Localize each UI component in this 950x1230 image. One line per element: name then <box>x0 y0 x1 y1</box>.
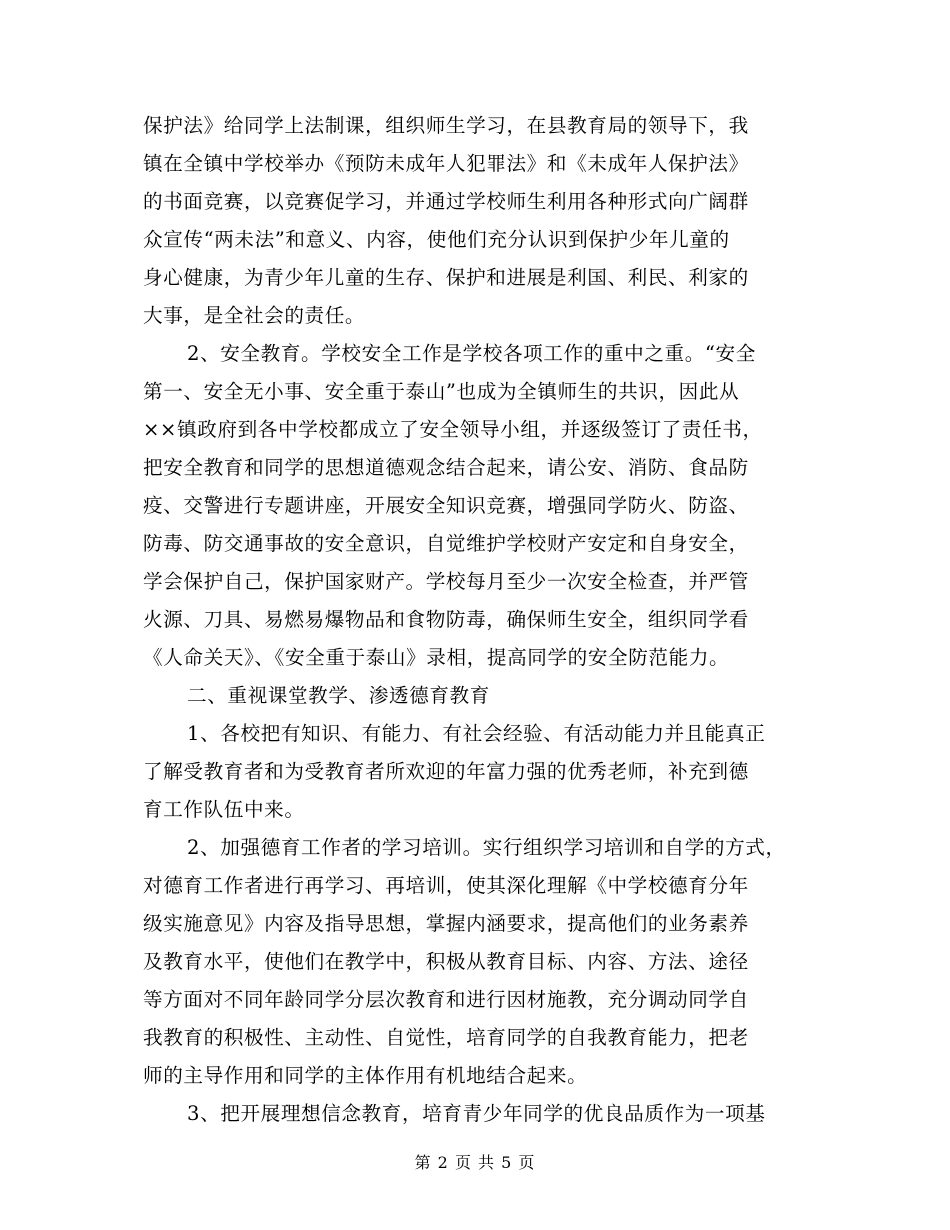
body-text-line: 众宣传“两未法”和意义、内容，使他们充分认识到保护少年儿童的 <box>143 228 730 251</box>
body-text-line: 了解受教育者和为受教育者所欢迎的年富力强的优秀老师，补充到德 <box>143 760 749 783</box>
paragraph-first-line: 2、安全教育。学校安全工作是学校各项工作的重中之重。“安全 <box>187 342 756 365</box>
section-heading: 二、重视课堂教学、渗透德育教育 <box>187 684 490 707</box>
body-text-line: 防毒、防交通事故的安全意识，自觉维护学校财产安定和自身安全， <box>143 532 749 555</box>
body-text-line: 学会保护自己，保护国家财产。学校每月至少一次安全检查，并严管 <box>143 570 749 593</box>
body-text-line: 《人命关天》、《安全重于泰山》录相，提高同学的安全防范能力。 <box>143 646 730 669</box>
body-text-line: 等方面对不同年龄同学分层次教育和进行因材施教，充分调动同学自 <box>143 988 749 1011</box>
body-text-line: ××镇政府到各中学校都成立了安全领导小组，并逐级签订了责任书， <box>143 418 763 441</box>
body-text-line: 第一、安全无小事、安全重于泰山”也成为全镇师生的共识，因此从 <box>143 380 740 403</box>
paragraph-first-line: 1、各校把有知识、有能力、有社会经验、有活动能力并且能真正 <box>187 722 766 745</box>
body-text-line: 保护法》给同学上法制课，组织师生学习，在县教育局的领导下，我 <box>143 114 749 137</box>
body-text-line: 火源、刀具、易燃易爆物品和食物防毒，确保师生安全，组织同学看 <box>143 608 749 631</box>
body-text-line: 及教育水平，使他们在教学中，积极从教育目标、内容、方法、途径 <box>143 950 749 973</box>
paragraph-first-line: 2、加强德育工作者的学习培训。实行组织学习培训和自学的方式， <box>187 836 786 859</box>
body-text-line: 级实施意见》内容及指导思想，掌握内涵要求，提高他们的业务素养 <box>143 912 749 935</box>
body-text-line: 把安全教育和同学的思想道德观念结合起来，请公安、消防、食品防 <box>143 456 749 479</box>
body-text-line: 镇在全镇中学校举办《预防未成年人犯罪法》和《未成年人保护法》 <box>143 152 749 175</box>
body-text-line: 育工作队伍中来。 <box>143 798 305 821</box>
paragraph-first-line: 3、把开展理想信念教育，培育青少年同学的优良品质作为一项基 <box>187 1102 766 1125</box>
body-text-line: 大事，是全社会的责任。 <box>143 304 366 327</box>
body-text-line: 对德育工作者进行再学习、再培训，使其深化理解《中学校德育分年 <box>143 874 749 897</box>
body-text-line: 我教育的积极性、主动性、自觉性，培育同学的自我教育能力，把老 <box>143 1026 749 1049</box>
body-text-line: 师的主导作用和同学的主体作用有机地结合起来。 <box>143 1064 588 1087</box>
body-text-line: 身心健康，为青少年儿童的生存、保护和进展是利国、利民、利家的 <box>143 266 749 289</box>
body-text-line: 疫、交警进行专题讲座，开展安全知识竞赛，增强同学防火、防盗、 <box>143 494 749 517</box>
page-number-footer: 第 2 页 共 5 页 <box>414 1153 536 1172</box>
body-text-line: 的书面竞赛，以竞赛促学习，并通过学校师生利用各种形式向广阔群 <box>143 190 749 213</box>
